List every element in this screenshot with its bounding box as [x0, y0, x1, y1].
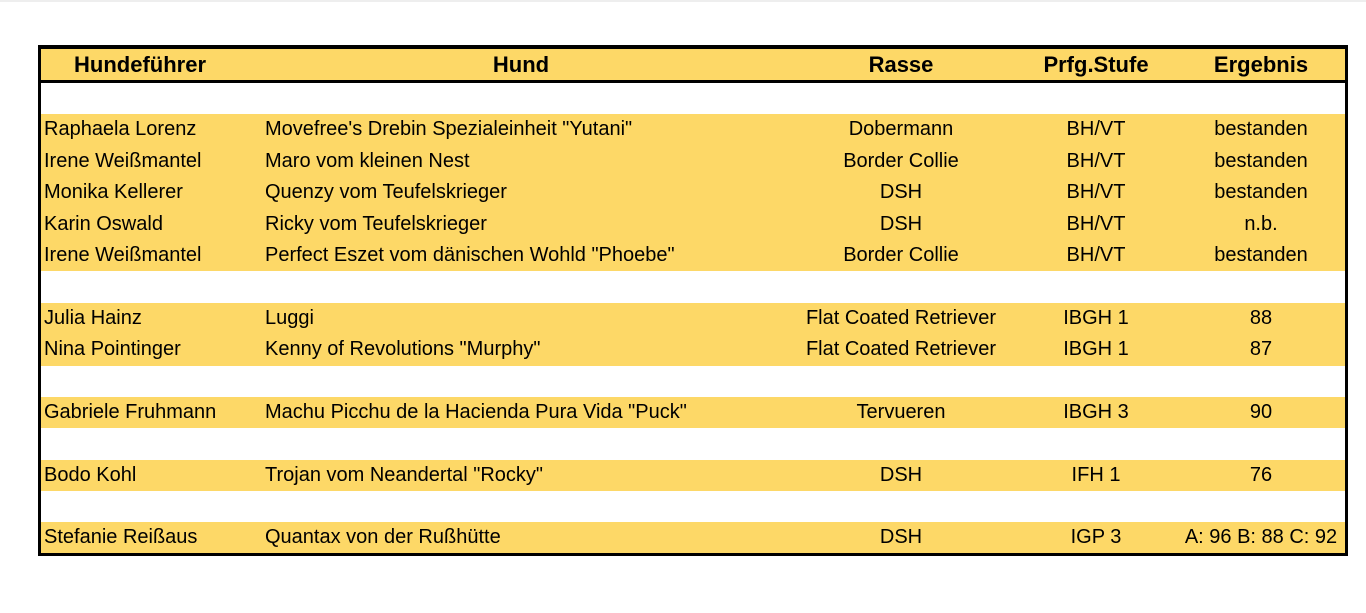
cell-level: BH/VT [1066, 212, 1126, 235]
cell-breed: Flat Coated Retriever [805, 338, 997, 361]
cell-level: IBGH 1 [1063, 338, 1129, 361]
cell-breed: DSH [879, 526, 923, 549]
table-row [41, 460, 1345, 491]
cell-dog: Perfect Eszet vom dänischen Wohld "Phoebe" [265, 243, 675, 266]
cell-level: BH/VT [1066, 118, 1126, 141]
table-row [41, 334, 1345, 365]
cell-handler: Julia Hainz [44, 306, 142, 329]
cell-dog: Kenny of Revolutions "Murphy" [265, 338, 541, 361]
cell-handler: Gabriele Fruhmann [44, 400, 217, 423]
table-row [41, 146, 1345, 177]
cell-handler: Bodo Kohl [44, 463, 137, 486]
cell-handler: Monika Kellerer [44, 181, 183, 204]
table-header [41, 49, 1345, 83]
table-row [41, 303, 1345, 334]
cell-handler: Stefanie Reißaus [44, 526, 198, 549]
cell-handler: Nina Pointinger [44, 338, 181, 361]
header-dog: Hund [492, 52, 550, 77]
cell-level: IFH 1 [1071, 463, 1121, 486]
cell-handler: Raphaela Lorenz [44, 118, 197, 141]
cell-handler: Irene Weißmantel [44, 243, 202, 266]
cell-breed: Flat Coated Retriever [805, 306, 997, 329]
cell-dog: Quenzy vom Teufelskrieger [265, 181, 507, 204]
cell-level: IBGH 3 [1063, 400, 1129, 423]
cell-level: IBGH 1 [1063, 306, 1129, 329]
cell-dog: Quantax von der Rußhütte [265, 526, 501, 549]
results-table [38, 45, 1348, 556]
spacer-row [41, 83, 1345, 114]
table-row [41, 522, 1345, 553]
cell-result: A: 96 B: 88 C: 92 [1184, 526, 1338, 549]
table-row [41, 209, 1345, 240]
cell-level: BH/VT [1066, 149, 1126, 172]
cell-dog: Maro vom kleinen Nest [265, 149, 470, 172]
cell-breed: DSH [879, 463, 923, 486]
cell-handler: Karin Oswald [44, 212, 163, 235]
table-row [41, 240, 1345, 271]
table-body [41, 83, 1345, 554]
spacer-row [41, 366, 1345, 397]
cell-result: 76 [1249, 463, 1273, 486]
header-breed: Rasse [868, 52, 934, 77]
cell-breed: DSH [879, 181, 923, 204]
cell-result: 87 [1249, 338, 1273, 361]
cell-level: BH/VT [1066, 181, 1126, 204]
table-row [41, 397, 1345, 428]
cell-dog: Machu Picchu de la Hacienda Pura Vida "Puck" [265, 400, 687, 423]
spacer-row [41, 428, 1345, 459]
top-divider [0, 0, 1366, 2]
header-result: Ergebnis [1213, 52, 1309, 77]
cell-result: 90 [1249, 400, 1273, 423]
spacer-row [41, 271, 1345, 302]
cell-result: bestanden [1214, 149, 1308, 172]
cell-breed: Border Collie [843, 243, 959, 266]
cell-result: n.b. [1244, 212, 1278, 235]
cell-result: bestanden [1214, 181, 1308, 204]
cell-breed: Dobermann [848, 118, 954, 141]
spacer-row [41, 491, 1345, 522]
cell-result: bestanden [1214, 243, 1308, 266]
cell-handler: Irene Weißmantel [44, 149, 202, 172]
cell-level: BH/VT [1066, 243, 1126, 266]
cell-level: IGP 3 [1070, 526, 1122, 549]
header-level: Prfg.Stufe [1043, 52, 1149, 77]
table-row [41, 177, 1345, 208]
cell-dog: Trojan vom Neandertal "Rocky" [265, 463, 544, 486]
cell-dog: Luggi [265, 306, 314, 329]
cell-result: bestanden [1214, 118, 1308, 141]
cell-breed: Tervueren [856, 400, 946, 423]
cell-dog: Movefree's Drebin Spezialeinheit "Yutani" [265, 118, 633, 141]
cell-breed: DSH [879, 212, 923, 235]
cell-breed: Border Collie [843, 149, 959, 172]
table-row [41, 114, 1345, 145]
header-handler: Hundeführer [74, 52, 206, 77]
cell-dog: Ricky vom Teufelskrieger [265, 212, 487, 235]
cell-result: 88 [1249, 306, 1273, 329]
